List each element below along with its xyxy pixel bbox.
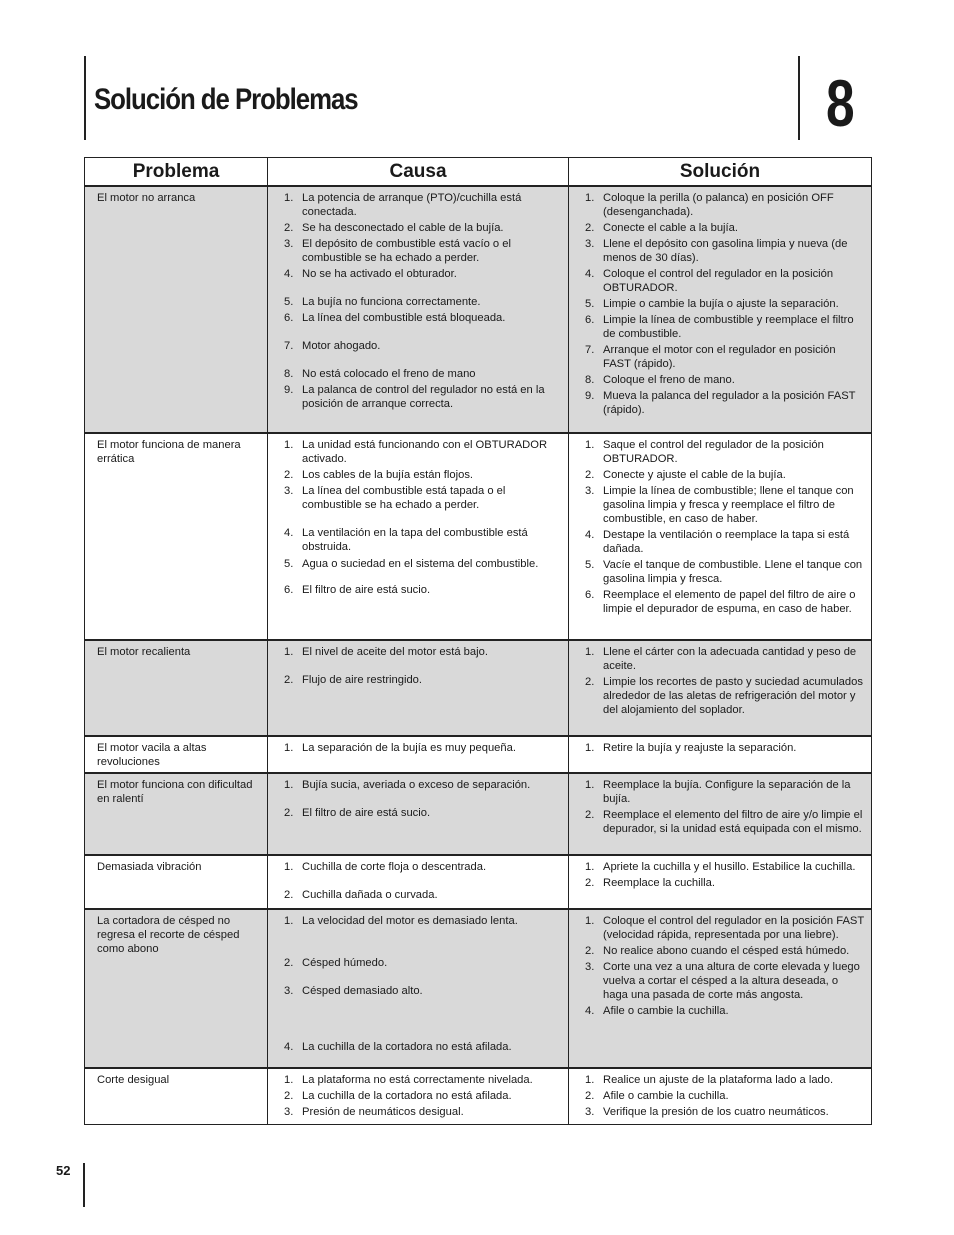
item-number: 1. — [284, 439, 294, 451]
item-text: Los cables de la bujía están flojos. — [302, 469, 474, 481]
item-number: 5. — [284, 296, 294, 308]
problem-cell: El motor vacila a altas revoluciones — [85, 736, 268, 773]
item-number: 4. — [284, 268, 294, 280]
item-number: 1. — [284, 742, 294, 754]
solution-cell — [569, 909, 872, 1068]
item-number: 3. — [284, 1106, 294, 1118]
item-text: Limpie los recortes de pasto y suciedad acumulados alrededor de las aletas de refrigeración del motor y del alojamiento del soplador. — [603, 676, 863, 716]
item-number: 6. — [284, 584, 294, 596]
solution-cell — [569, 433, 872, 640]
item-number: 2. — [585, 809, 595, 821]
table-row — [85, 855, 872, 909]
item-number: 5. — [585, 298, 595, 310]
list-item — [282, 888, 562, 902]
problem-cell: El motor no arranca — [85, 186, 268, 433]
list-item — [282, 468, 562, 482]
solution-cell — [569, 773, 872, 855]
item-number: 1. — [585, 439, 595, 451]
item-number: 2. — [585, 945, 595, 957]
item-number: 6. — [585, 589, 595, 601]
item-text: Limpie la línea de combustible; llene el tanque con gasolina limpia y fresca y reemplace el filtro de combustible, en caso de haber. — [603, 485, 854, 525]
item-number: 4. — [585, 268, 595, 280]
list-item — [583, 221, 865, 235]
list-item — [282, 267, 562, 281]
solution-list — [583, 914, 865, 1018]
item-text: Reemplace la cuchilla. — [603, 877, 715, 889]
table-row — [85, 909, 872, 1068]
item-text: Mueva la palanca del regulador a la posición FAST (rápido). — [603, 390, 856, 416]
list-item — [282, 191, 562, 219]
list-item — [583, 297, 865, 311]
list-item — [282, 645, 562, 659]
cause-list — [282, 741, 562, 755]
item-text: Afile o cambie la cuchilla. — [603, 1090, 729, 1102]
item-number: 2. — [585, 222, 595, 234]
list-item — [583, 1073, 865, 1087]
item-text: Conecte el cable a la bujía. — [603, 222, 738, 234]
problem-cell: El motor recalienta — [85, 640, 268, 736]
list-item — [282, 367, 562, 381]
cause-list — [282, 645, 562, 687]
item-text: La ventilación en la tapa del combustible está obstruida. — [302, 527, 528, 553]
cause-cell — [268, 186, 569, 433]
item-number: 1. — [585, 646, 595, 658]
list-item — [583, 741, 865, 755]
list-item — [583, 1089, 865, 1103]
solution-list — [583, 778, 865, 836]
list-item — [583, 944, 865, 958]
item-text: No se ha activado el obturador. — [302, 268, 457, 280]
item-number: 2. — [284, 1090, 294, 1102]
item-text: Coloque el control del regulador en la posición OBTURADOR. — [603, 268, 834, 294]
item-number: 1. — [585, 779, 595, 791]
item-number: 1. — [284, 192, 294, 204]
table-row — [85, 640, 872, 736]
item-text: La velocidad del motor es demasiado lenta. — [302, 915, 518, 927]
list-item — [282, 1105, 562, 1119]
item-number: 1. — [284, 646, 294, 658]
list-item — [282, 860, 562, 874]
item-text: Se ha desconectado el cable de la bujía. — [302, 222, 504, 234]
list-item — [583, 237, 865, 265]
solution-list — [583, 741, 865, 755]
item-text: Saque el control del regulador de la posición OBTURADOR. — [603, 439, 824, 465]
item-number: 1. — [284, 861, 294, 873]
item-text: La unidad está funcionando con el OBTURADOR activado. — [302, 439, 548, 465]
table-row — [85, 433, 872, 640]
list-item — [583, 876, 865, 890]
list-item — [583, 389, 865, 417]
item-number: 3. — [284, 985, 294, 997]
item-number: 2. — [585, 1090, 595, 1102]
cause-list — [282, 1073, 562, 1119]
item-number: 9. — [585, 390, 595, 402]
troubleshooting-table — [84, 157, 872, 1125]
item-number: 2. — [585, 877, 595, 889]
list-item — [583, 1004, 865, 1018]
footer-rule — [83, 1163, 85, 1207]
item-text: La bujía no funciona correctamente. — [302, 296, 481, 308]
item-number: 7. — [284, 340, 294, 352]
item-text: Presión de neumáticos desigual. — [302, 1106, 464, 1118]
list-item — [282, 583, 562, 597]
item-number: 9. — [284, 384, 294, 396]
item-text: El filtro de aire está sucio. — [302, 807, 431, 819]
item-text: Realice un ajuste de la plataforma lado a lado. — [603, 1074, 834, 1086]
item-text: Retire la bujía y reajuste la separación. — [603, 742, 797, 754]
item-number: 1. — [284, 779, 294, 791]
item-text: Reemplace la bujía. Configure la separación de la bujía. — [603, 779, 851, 805]
item-text: La palanca de control del regulador no está en la posición de arranque correcta. — [302, 384, 545, 410]
solution-list — [583, 438, 865, 616]
item-text: La línea del combustible está tapada o el combustible se ha echado a perder. — [302, 485, 506, 511]
item-text: Corte una vez a una altura de corte elevada y luego vuelva a cortar el césped a la altura deseada, o haga una pasada de corte más angosta. — [603, 961, 860, 1001]
list-item — [583, 343, 865, 371]
cause-cell — [268, 909, 569, 1068]
list-item — [282, 383, 562, 411]
item-number: 4. — [284, 1041, 294, 1053]
item-text: Bujía sucia, averiada o exceso de separación. — [302, 779, 531, 791]
item-text: Destape la ventilación o reemplace la tapa si está dañada. — [603, 529, 850, 555]
list-item — [583, 558, 865, 586]
cause-cell — [268, 855, 569, 909]
item-text: La línea del combustible está bloqueada. — [302, 312, 506, 324]
table-row — [85, 1068, 872, 1125]
item-text: Limpie la línea de combustible y reemplace el filtro de combustible. — [603, 314, 854, 340]
list-item — [282, 984, 562, 998]
list-item — [583, 373, 865, 387]
item-text: Verifique la presión de los cuatro neumáticos. — [603, 1106, 829, 1118]
list-item — [583, 267, 865, 295]
problem-cell: Corte desigual — [85, 1068, 268, 1125]
list-item — [282, 526, 562, 554]
chapter-rule — [798, 56, 800, 140]
item-text: Llene el depósito con gasolina limpia y nueva (de menos de 30 días). — [603, 238, 848, 264]
item-text: Apriete la cuchilla y el husillo. Estabilice la cuchilla. — [603, 861, 856, 873]
item-text: Motor ahogado. — [302, 340, 381, 352]
item-text: Flujo de aire restringido. — [302, 674, 423, 686]
item-number: 2. — [284, 469, 294, 481]
item-number: 3. — [284, 238, 294, 250]
list-item — [282, 673, 562, 687]
cause-list — [282, 860, 562, 902]
list-item — [282, 1089, 562, 1103]
table-row — [85, 186, 872, 433]
item-number: 1. — [585, 915, 595, 927]
item-text: Conecte y ajuste el cable de la bujía. — [603, 469, 786, 481]
chapter-number: 8 — [826, 66, 855, 140]
list-item — [583, 191, 865, 219]
list-item — [583, 588, 865, 616]
item-number: 1. — [284, 915, 294, 927]
cause-list — [282, 914, 562, 1054]
list-item — [583, 860, 865, 874]
item-number: 3. — [284, 485, 294, 497]
cause-list — [282, 778, 562, 820]
item-text: No está colocado el freno de mano — [302, 368, 476, 380]
item-text: Césped demasiado alto. — [302, 985, 423, 997]
item-text: No realice abono cuando el césped está húmedo. — [603, 945, 850, 957]
item-number: 1. — [585, 192, 595, 204]
item-number: 6. — [284, 312, 294, 324]
item-number: 1. — [585, 861, 595, 873]
list-item — [583, 468, 865, 482]
item-number: 7. — [585, 344, 595, 356]
table-row — [85, 773, 872, 855]
item-text: El depósito de combustible está vacío o el combustible se ha echado a perder. — [302, 238, 511, 264]
item-text: Coloque el control del regulador en la posición FAST (velocidad rápida, representada por una liebre). — [603, 915, 864, 941]
solution-list — [583, 1073, 865, 1119]
solution-list — [583, 191, 865, 417]
item-number: 2. — [284, 889, 294, 901]
item-text: Agua o suciedad en el sistema del combustible. — [302, 558, 539, 570]
item-number: 1. — [284, 1074, 294, 1086]
solution-cell — [569, 1068, 872, 1125]
cause-cell — [268, 1068, 569, 1125]
item-text: Reemplace el elemento del filtro de aire y/o limpie el depurador, si la unidad está equipada con el mismo. — [603, 809, 863, 835]
item-number: 2. — [585, 676, 595, 688]
item-number: 2. — [284, 957, 294, 969]
list-item — [282, 237, 562, 265]
list-item — [282, 778, 562, 792]
list-item — [282, 1073, 562, 1087]
list-item — [282, 295, 562, 309]
item-text: Llene el cárter con la adecuada cantidad y peso de aceite. — [603, 646, 857, 672]
item-number: 4. — [284, 527, 294, 539]
list-item — [583, 675, 865, 717]
cause-cell — [268, 773, 569, 855]
problem-cell: Demasiada vibración — [85, 855, 268, 909]
solution-cell — [569, 855, 872, 909]
list-item — [282, 339, 562, 353]
list-item — [282, 484, 562, 512]
cause-cell — [268, 736, 569, 773]
cause-list — [282, 191, 562, 411]
page-number: 52 — [56, 1163, 71, 1178]
list-item — [282, 438, 562, 466]
item-text: La cuchilla de la cortadora no está afilada. — [302, 1090, 512, 1102]
item-number: 2. — [284, 807, 294, 819]
item-number: 8. — [284, 368, 294, 380]
item-text: El nivel de aceite del motor está bajo. — [302, 646, 488, 658]
table-body — [85, 186, 872, 1125]
item-text: Césped húmedo. — [302, 957, 388, 969]
item-text: Coloque la perilla (o palanca) en posición OFF (desenganchada). — [603, 192, 834, 218]
list-item — [282, 741, 562, 755]
list-item — [583, 484, 865, 526]
item-number: 4. — [585, 529, 595, 541]
item-text: Afile o cambie la cuchilla. — [603, 1005, 729, 1017]
item-number: 3. — [585, 238, 595, 250]
item-number: 2. — [284, 674, 294, 686]
item-number: 2. — [284, 222, 294, 234]
item-text: La cuchilla de la cortadora no está afilada. — [302, 1041, 512, 1053]
item-text: Reemplace el elemento de papel del filtro de aire o limpie el depurador de espuma, en caso de haber. — [603, 589, 856, 615]
list-item — [583, 808, 865, 836]
list-item — [282, 806, 562, 820]
list-item — [583, 1105, 865, 1119]
list-item — [583, 313, 865, 341]
item-number: 3. — [585, 1106, 595, 1118]
item-text: La separación de la bujía es muy pequeña. — [302, 742, 516, 754]
list-item — [282, 221, 562, 235]
item-text: Cuchilla de corte floja o descentrada. — [302, 861, 487, 873]
table-row — [85, 736, 872, 773]
problem-cell: El motor funciona de manera errática — [85, 433, 268, 640]
list-item — [583, 778, 865, 806]
list-item — [583, 528, 865, 556]
header-cause: Causa — [268, 158, 569, 187]
item-text: Vacíe el tanque de combustible. Llene el tanque con gasolina limpia y fresca. — [603, 559, 863, 585]
cause-cell — [268, 433, 569, 640]
troubleshooting-table-container — [84, 157, 871, 1125]
item-number: 5. — [585, 559, 595, 571]
list-item — [583, 438, 865, 466]
list-item — [282, 557, 562, 571]
item-text: Arranque el motor con el regulador en posición FAST (rápido). — [603, 344, 836, 370]
item-text: Limpie o cambie la bujía o ajuste la separación. — [603, 298, 839, 310]
list-item — [282, 956, 562, 970]
table-header-row — [85, 158, 872, 187]
cause-cell — [268, 640, 569, 736]
list-item — [583, 960, 865, 1002]
item-text: Coloque el freno de mano. — [603, 374, 735, 386]
item-text: El filtro de aire está sucio. — [302, 584, 431, 596]
item-number: 3. — [585, 485, 595, 497]
solution-cell — [569, 186, 872, 433]
cause-list — [282, 438, 562, 597]
list-item — [282, 1040, 562, 1054]
list-item — [282, 311, 562, 325]
header-solution: Solución — [569, 158, 872, 187]
item-number: 2. — [585, 469, 595, 481]
page-title: Solución de Problemas — [94, 83, 358, 116]
solution-list — [583, 645, 865, 717]
item-number: 4. — [585, 1005, 595, 1017]
solution-list — [583, 860, 865, 890]
item-text: La potencia de arranque (PTO)/cuchilla está conectada. — [302, 192, 522, 218]
problem-cell: La cortadora de césped no regresa el recorte de césped como abono — [85, 909, 268, 1068]
item-number: 5. — [284, 558, 294, 570]
list-item — [583, 914, 865, 942]
list-item — [583, 645, 865, 673]
solution-cell — [569, 736, 872, 773]
item-number: 8. — [585, 374, 595, 386]
item-text: Cuchilla dañada o curvada. — [302, 889, 438, 901]
item-number: 1. — [585, 742, 595, 754]
header-problem: Problema — [85, 158, 268, 187]
item-text: La plataforma no está correctamente nivelada. — [302, 1074, 533, 1086]
title-rule-left — [84, 56, 86, 140]
solution-cell — [569, 640, 872, 736]
list-item — [282, 914, 562, 928]
problem-cell: El motor funciona con dificultad en ralentí — [85, 773, 268, 855]
item-number: 6. — [585, 314, 595, 326]
item-number: 1. — [585, 1074, 595, 1086]
item-number: 3. — [585, 961, 595, 973]
